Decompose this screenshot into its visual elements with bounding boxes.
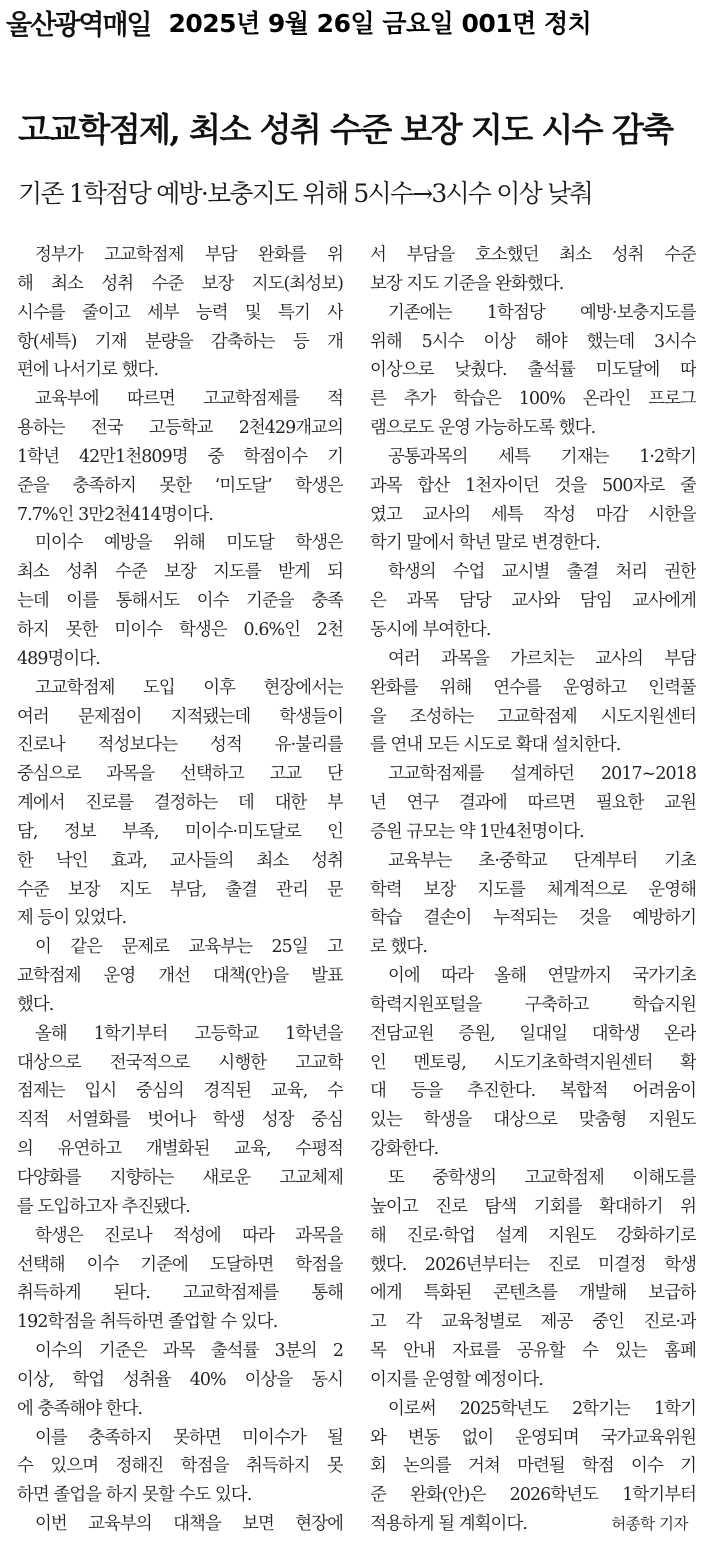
article-body-line: 전담교원 증원, 일대일 대학생 온라: [370, 1023, 696, 1044]
article-body-line: 했다. 2026년부터는 진로 미결정 학생: [370, 1254, 696, 1275]
article-body-line: 1학년 42만1천809명 중 학점이수 기: [17, 446, 343, 467]
article-body-line: 회 논의를 거쳐 마련될 학점 이수 기: [370, 1456, 696, 1477]
article-body-line: 와 변동 없이 운영되며 국가교육위원: [370, 1427, 696, 1448]
article-body-line: 고교학점제를 설계하던 2017~2018: [388, 764, 696, 785]
article-body-line: 계에서 진로를 결정하는 데 대한 부: [17, 793, 343, 814]
article-body-line: 를 도입하고자 추진됐다.: [17, 1196, 190, 1217]
article-body-line: 진로나 적성보다는 성적 유·불리를: [17, 735, 343, 756]
article-body-line: 이번 교육부의 대책을 보면 현장에: [35, 1514, 343, 1535]
article-body-line: 강화한다.: [370, 1139, 439, 1160]
article-body-line: 여러 과목을 가르치는 교사의 부담: [388, 648, 696, 669]
article-body-line: 이 같은 문제로 교육부는 25일 고: [35, 937, 343, 958]
article-body-line: 교육부는 초·중학교 단계부터 기초: [388, 850, 696, 871]
article-body-line: 학기 말에서 학년 말로 변경한다.: [370, 533, 600, 554]
article-body-line: 올해 1학기부터 고등학교 1학년을: [35, 1023, 343, 1044]
article-body-line: 완화를 위해 연수를 운영하고 인력풀: [370, 677, 696, 698]
article-body-line: 항(세특) 기재 분량을 감축하는 등 개: [17, 331, 343, 352]
article-body-line: 이상으로 낮췄다. 출석률 미도달에 따: [370, 360, 696, 381]
article-body-line: 학습 결손이 누적되는 것을 예방하기: [370, 908, 696, 929]
article-body-line: 있는 학생을 대상으로 맞춤형 지원도: [370, 1110, 696, 1131]
article-body-line: 증원 규모는 약 1만4천명이다.: [370, 821, 584, 842]
article-body-line: 준을 충족하지 못한 ‘미도달’ 학생은: [17, 475, 343, 496]
article-body-text: 적용하게 될 계획이다.: [370, 1514, 527, 1535]
article-body-line: 위해 5시수 이상 해야 했는데 3시수: [370, 331, 696, 352]
article-body-line: 192학점을 취득하면 졸업할 수 있다.: [17, 1312, 278, 1333]
reporter-byline: 허종학 기자: [611, 1515, 688, 1534]
article-body-line: 수 있으며 정해진 학점을 취득하지 못: [17, 1456, 343, 1477]
article-body-line: 수준 보장 지도 부담, 출결 관리 문: [17, 879, 343, 900]
article-body-line: 준 완화(안)은 2026학년도 1학기부터: [370, 1485, 696, 1506]
article-body-line: 과목 합산 1천자이던 것을 500자로 줄: [370, 475, 696, 496]
article-body-line: 직적 서열화를 벗어나 학생 성장 중심: [17, 1110, 343, 1131]
article-body-line: 인 멘토링, 시도기초학력지원센터 확: [370, 1052, 696, 1073]
article-body-line: 년 연구 결과에 따르면 필요한 교원: [370, 793, 696, 814]
article-body-line: 은 과목 담당 교사와 담임 교사에게: [370, 591, 696, 612]
article-body-line: 동시에 부여한다.: [370, 619, 491, 640]
article-body-column-left: [17, 241, 343, 1539]
article-body-line: 이상, 학업 성취율 40% 이상을 동시: [17, 1369, 343, 1390]
article-body-line: 학력지원포털을 구축하고 학습지원: [370, 994, 696, 1015]
article-body-line: 학생의 수업 교시별 출결 처리 권한: [388, 562, 696, 583]
article-body-line: 정부가 고교학점제 부담 완화를 위: [35, 245, 343, 265]
article-body-line: 최소 성취 수준 보장 지도를 받게 되: [17, 562, 343, 583]
article-body-line: 담, 정보 부족, 미이수·미도달로 인: [17, 821, 343, 842]
article-body-line: 이로써 2025학년도 2학기는 1학기: [388, 1398, 696, 1419]
article-body-line: 중심으로 과목을 선택하고 고교 단: [17, 764, 343, 785]
article-body-line: 에게 특화된 콘텐츠를 개발해 보급하: [370, 1283, 696, 1304]
newspaper-brand-logo: 울산광역매일: [6, 9, 151, 41]
article-subheadline: 기존 1학점당 예방·보충지도 위해 5시수→3시수 이상 낮춰: [18, 179, 592, 208]
article-body-line: 다양화를 지향하는 새로운 고교체제: [17, 1168, 343, 1188]
article-body-line: 학생은 진로나 적성에 따라 과목을: [35, 1225, 343, 1246]
article-body-line: 의 유연하고 개별화된 교육, 수평적: [17, 1139, 343, 1160]
article-body-line: 에 충족해야 한다.: [17, 1398, 143, 1419]
article-body-line: 로 했다.: [370, 937, 427, 958]
article-body-line: 여러 문제점이 지적됐는데 학생들이: [17, 706, 343, 727]
article-body-line: 램으로도 운영 가능하도록 했다.: [370, 418, 596, 439]
article-body-line: 를 연내 모든 시도로 확대 설치한다.: [370, 735, 621, 756]
article-body-line: 편에 나서기로 했다.: [17, 360, 159, 381]
article-body-line: 해 진로·학업 설계 지원도 강화하기로: [370, 1225, 696, 1246]
article-body-line: 시수를 줄이고 세부 능력 및 특기 사: [17, 302, 343, 323]
article-body-column-right: [370, 241, 696, 1539]
article-body-line: 이에 따라 올해 연말까지 국가기초: [388, 966, 696, 987]
article-body-line: 고교학점제 도입 이후 현장에서는: [35, 677, 343, 698]
edition-info: 2025년 9월 26일 금요일 001면 정치: [168, 9, 592, 38]
article-body-line: 하면 졸업을 하지 못할 수도 있다.: [17, 1485, 252, 1506]
article-body-line: 이를 충족하지 못하면 미이수가 될: [35, 1427, 343, 1448]
article-body-line: 했다.: [17, 994, 54, 1015]
article-body-line: 해 최소 성취 수준 보장 지도(최성보): [17, 273, 343, 294]
article-body-line: 보장 지도 기준을 완화했다.: [370, 273, 564, 294]
article-body-line: 대상으로 전국적으로 시행한 고교학: [17, 1052, 343, 1073]
article-body-line: 학력 보장 지도를 체계적으로 운영해: [370, 879, 696, 900]
article-body-line: 한 낙인 효과, 교사들의 최소 성취: [17, 850, 343, 871]
article-body-line: 또 중학생의 고교학점제 이해도를: [388, 1168, 696, 1188]
article-body-line: 였고 교사의 세특 작성 마감 시한을: [370, 504, 696, 525]
article-body-line: 제 등이 있었다.: [17, 908, 127, 929]
article-body-line: 교학점제 운영 개선 대책(안)을 발표: [17, 966, 343, 987]
article-body-line: 이지를 운영할 예정이다.: [370, 1369, 543, 1390]
article-body-line: 선택해 이수 기준에 도달하면 학점을: [17, 1254, 343, 1275]
article-body-line: 른 추가 학습은 100% 온라인 프로그: [370, 389, 696, 410]
article-body-line: 교육부에 따르면 고교학점제를 적: [35, 389, 343, 410]
article-body-line: 는데 이를 통해서도 이수 기준을 충족: [17, 591, 343, 612]
article-body-line: 용하는 전국 고등학교 2천429개교의: [17, 418, 343, 439]
article-body-line: 높이고 진로 탐색 기회를 확대하기 위: [370, 1196, 696, 1217]
article-headline: 고교학점제, 최소 성취 수준 보장 지도 시수 감축: [18, 110, 673, 149]
article-body-line: 이수의 기준은 과목 출석률 3분의 2: [35, 1341, 343, 1362]
article-body-line: 을 조성하는 고교학점제 시도지원센터: [370, 706, 696, 727]
article-body-line: 489명이다.: [17, 648, 100, 669]
article-body-line: 취득하게 된다. 고교학점제를 통해: [17, 1283, 343, 1304]
newspaper-masthead: [6, 2, 591, 42]
article-body-line: 목 안내 자료를 공유할 수 있는 홈페: [370, 1341, 696, 1362]
article-body-line: 미이수 예방을 위해 미도달 학생은: [35, 533, 343, 554]
article-body-line: 서 부담을 호소했던 최소 성취 수준: [370, 245, 696, 265]
article-body-line: 대 등을 추진한다. 복합적 어려움이: [370, 1081, 696, 1102]
article-body-line: 7.7%인 3만2천414명이다.: [17, 504, 214, 525]
article-body-line: [370, 1510, 696, 1539]
article-body-line: 공통과목의 세특 기재는 1·2학기: [388, 446, 696, 467]
article-body-line: 하지 못한 미이수 학생은 0.6%인 2천: [17, 619, 343, 640]
article-body-line: 기존에는 1학점당 예방·보충지도를: [388, 302, 696, 323]
article-body-line: 고 각 교육청별로 제공 중인 진로·과: [370, 1312, 696, 1333]
article-body-line: 점제는 입시 중심의 경직된 교육, 수: [17, 1081, 343, 1102]
